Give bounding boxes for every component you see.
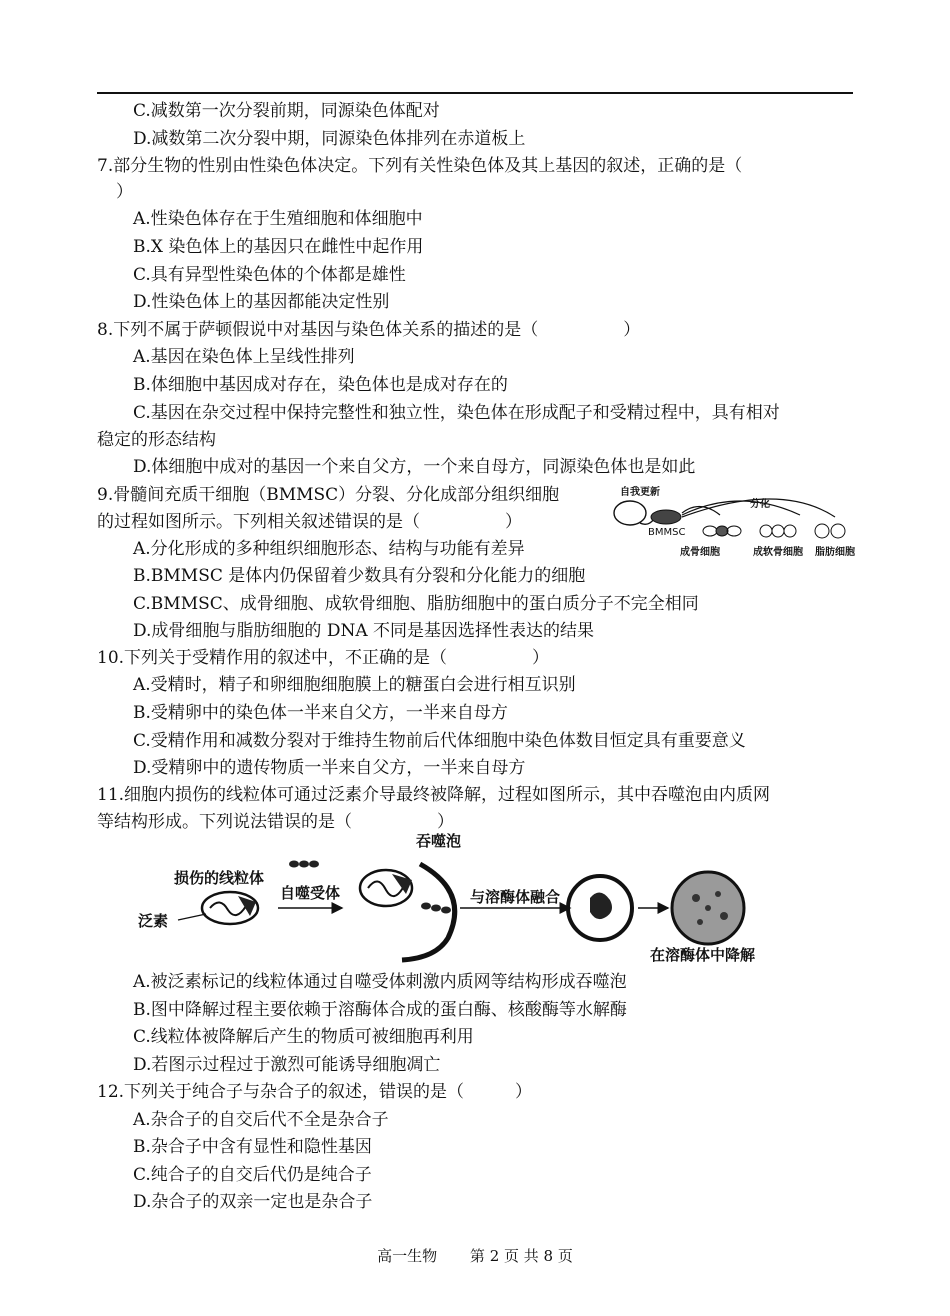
autophagy-receptor-label: 自噬受体: [280, 884, 341, 902]
q7-stem-close: ）: [116, 182, 133, 202]
q6-option-c: C.减数第一次分裂前期，同源染色体配对: [133, 101, 440, 121]
q9-option-a: A.分化形成的多种组织细胞形态、结构与功能有差异: [133, 539, 525, 559]
chondrocyte-label: 成软骨细胞: [753, 547, 803, 558]
q12-option-c: C.纯合子的自交后代仍是纯合子: [133, 1165, 372, 1185]
q8-option-c-cont: 稳定的形态结构: [97, 430, 216, 450]
autolysosome-icon: [568, 876, 632, 940]
osteoblast-cells-icon: [703, 526, 741, 536]
q12-stem: 12.下列关于纯合子与杂合子的叙述，错误的是（ ）: [97, 1082, 533, 1102]
receptor-dots-icon: [289, 861, 319, 868]
page-footer: [0, 1245, 950, 1266]
q8-option-c: C.基因在杂交过程中保持完整性和独立性，染色体在形成配子和受精过程中，具有相对: [133, 403, 780, 423]
q7-stem: 7.部分生物的性别由性染色体决定。下列有关性染色体及其上基因的叙述，正确的是（: [97, 156, 743, 176]
q12-option-b: B.杂合子中含有显性和隐性基因: [133, 1137, 372, 1157]
phagophore-label: 吞噬泡: [416, 832, 462, 850]
differentiate-arrow-2: [682, 501, 800, 515]
adipocyte-cells-icon: [815, 524, 845, 538]
degrade-label: 在溶酶体中降解: [650, 946, 756, 964]
q9-option-b: B.BMMSC 是体内仍保留着少数具有分裂和分化能力的细胞: [133, 566, 586, 586]
q7-option-d: D.性染色体上的基因都能决定性别: [133, 292, 390, 312]
footer-subject: 高一生物: [377, 1247, 438, 1265]
differentiate-label: 分化: [750, 499, 770, 510]
phagophore-mitochondrion-icon: [360, 870, 412, 906]
damaged-mitochondrion-icon: [202, 892, 258, 924]
q11-option-b: B.图中降解过程主要依赖于溶酶体合成的蛋白酶、核酸酶等水解酶: [133, 1000, 627, 1020]
q8-option-b: B.体细胞中基因成对存在，染色体也是成对存在的: [133, 375, 508, 395]
q9-stem: 9.骨髓间充质干细胞（BMMSC）分裂、分化成部分组织细胞: [97, 485, 560, 505]
q7-option-b: B.X 染色体上的基因只在雌性中起作用: [133, 237, 424, 257]
q10-option-c: C.受精作用和减数分裂对于维持生物前后代体细胞中染色体数目恒定具有重要意义: [133, 731, 746, 751]
self-renew-loop-icon: [614, 501, 646, 525]
damaged-mitochondria-label: 损伤的线粒体: [174, 869, 265, 887]
bmmsc-cell-icon: [651, 510, 681, 524]
q7-option-c: C.具有异型性染色体的个体都是雄性: [133, 265, 406, 285]
q10-option-d: D.受精卵中的遗传物质一半来自父方，一半来自母方: [133, 758, 526, 778]
adipocyte-label: 脂肪细胞: [815, 547, 855, 558]
q8-option-d: D.体细胞中成对的基因一个来自父方，一个来自母方，同源染色体也是如此: [133, 457, 696, 477]
footer-page-number: 第 2 页 共 8 页: [469, 1247, 573, 1265]
q10-stem: 10.下列关于受精作用的叙述中，不正确的是（ ）: [97, 648, 550, 668]
q11-option-d: D.若图示过程过于激烈可能诱导细胞凋亡: [133, 1055, 441, 1075]
fuse-lysosome-label: 与溶酶体融合: [470, 888, 561, 906]
q11-stem: 11.细胞内损伤的线粒体可通过泛素介导最终被降解，过程如图所示，其中吞噬泡由内质网: [97, 785, 771, 805]
q11-stem-cont: 等结构形成。下列说法错误的是（ ）: [97, 812, 454, 832]
q8-option-a: A.基因在染色体上呈线性排列: [133, 347, 355, 367]
q11-option-a: A.被泛素标记的线粒体通过自噬受体刺激内质网等结构形成吞噬泡: [133, 972, 627, 992]
chondrocyte-cells-icon: [760, 525, 796, 537]
q7-option-a: A.性染色体存在于生殖细胞和体细胞中: [133, 209, 423, 229]
q10-option-a: A.受精时，精子和卵细胞细胞膜上的糖蛋白会进行相互识别: [133, 675, 576, 695]
phagophore-receptor-chain: [421, 903, 451, 914]
bmmsc-differentiation-figure: [610, 483, 872, 563]
ubiquitin-pointer: [178, 914, 206, 920]
q8-stem: 8.下列不属于萨顿假说中对基因与染色体关系的描述的是（ ）: [97, 320, 641, 340]
q9-stem-cont: 的过程如图所示。下列相关叙述错误的是（ ）: [97, 512, 522, 532]
mitophagy-figure: [130, 828, 790, 966]
header-rule: [97, 92, 853, 94]
q10-option-b: B.受精卵中的染色体一半来自父方，一半来自母方: [133, 703, 508, 723]
q12-option-a: A.杂合子的自交后代不全是杂合子: [133, 1110, 389, 1130]
q11-option-c: C.线粒体被降解后产生的物质可被细胞再利用: [133, 1027, 474, 1047]
bmmsc-label: BMMSC: [648, 527, 686, 538]
degraded-lysosome-icon: [672, 872, 744, 944]
q9-option-c: C.BMMSC、成骨细胞、成软骨细胞、脂肪细胞中的蛋白质分子不完全相同: [133, 594, 699, 614]
q9-option-d: D.成骨细胞与脂肪细胞的 DNA 不同是基因选择性表达的结果: [133, 621, 595, 641]
self-renew-label: 自我更新: [620, 487, 660, 498]
q12-option-d: D.杂合子的双亲一定也是杂合子: [133, 1192, 373, 1212]
q6-option-d: D.减数第二次分裂中期，同源染色体排列在赤道板上: [133, 129, 526, 149]
ubiquitin-label: 泛素: [138, 912, 169, 930]
osteoblast-label: 成骨细胞: [680, 547, 720, 558]
